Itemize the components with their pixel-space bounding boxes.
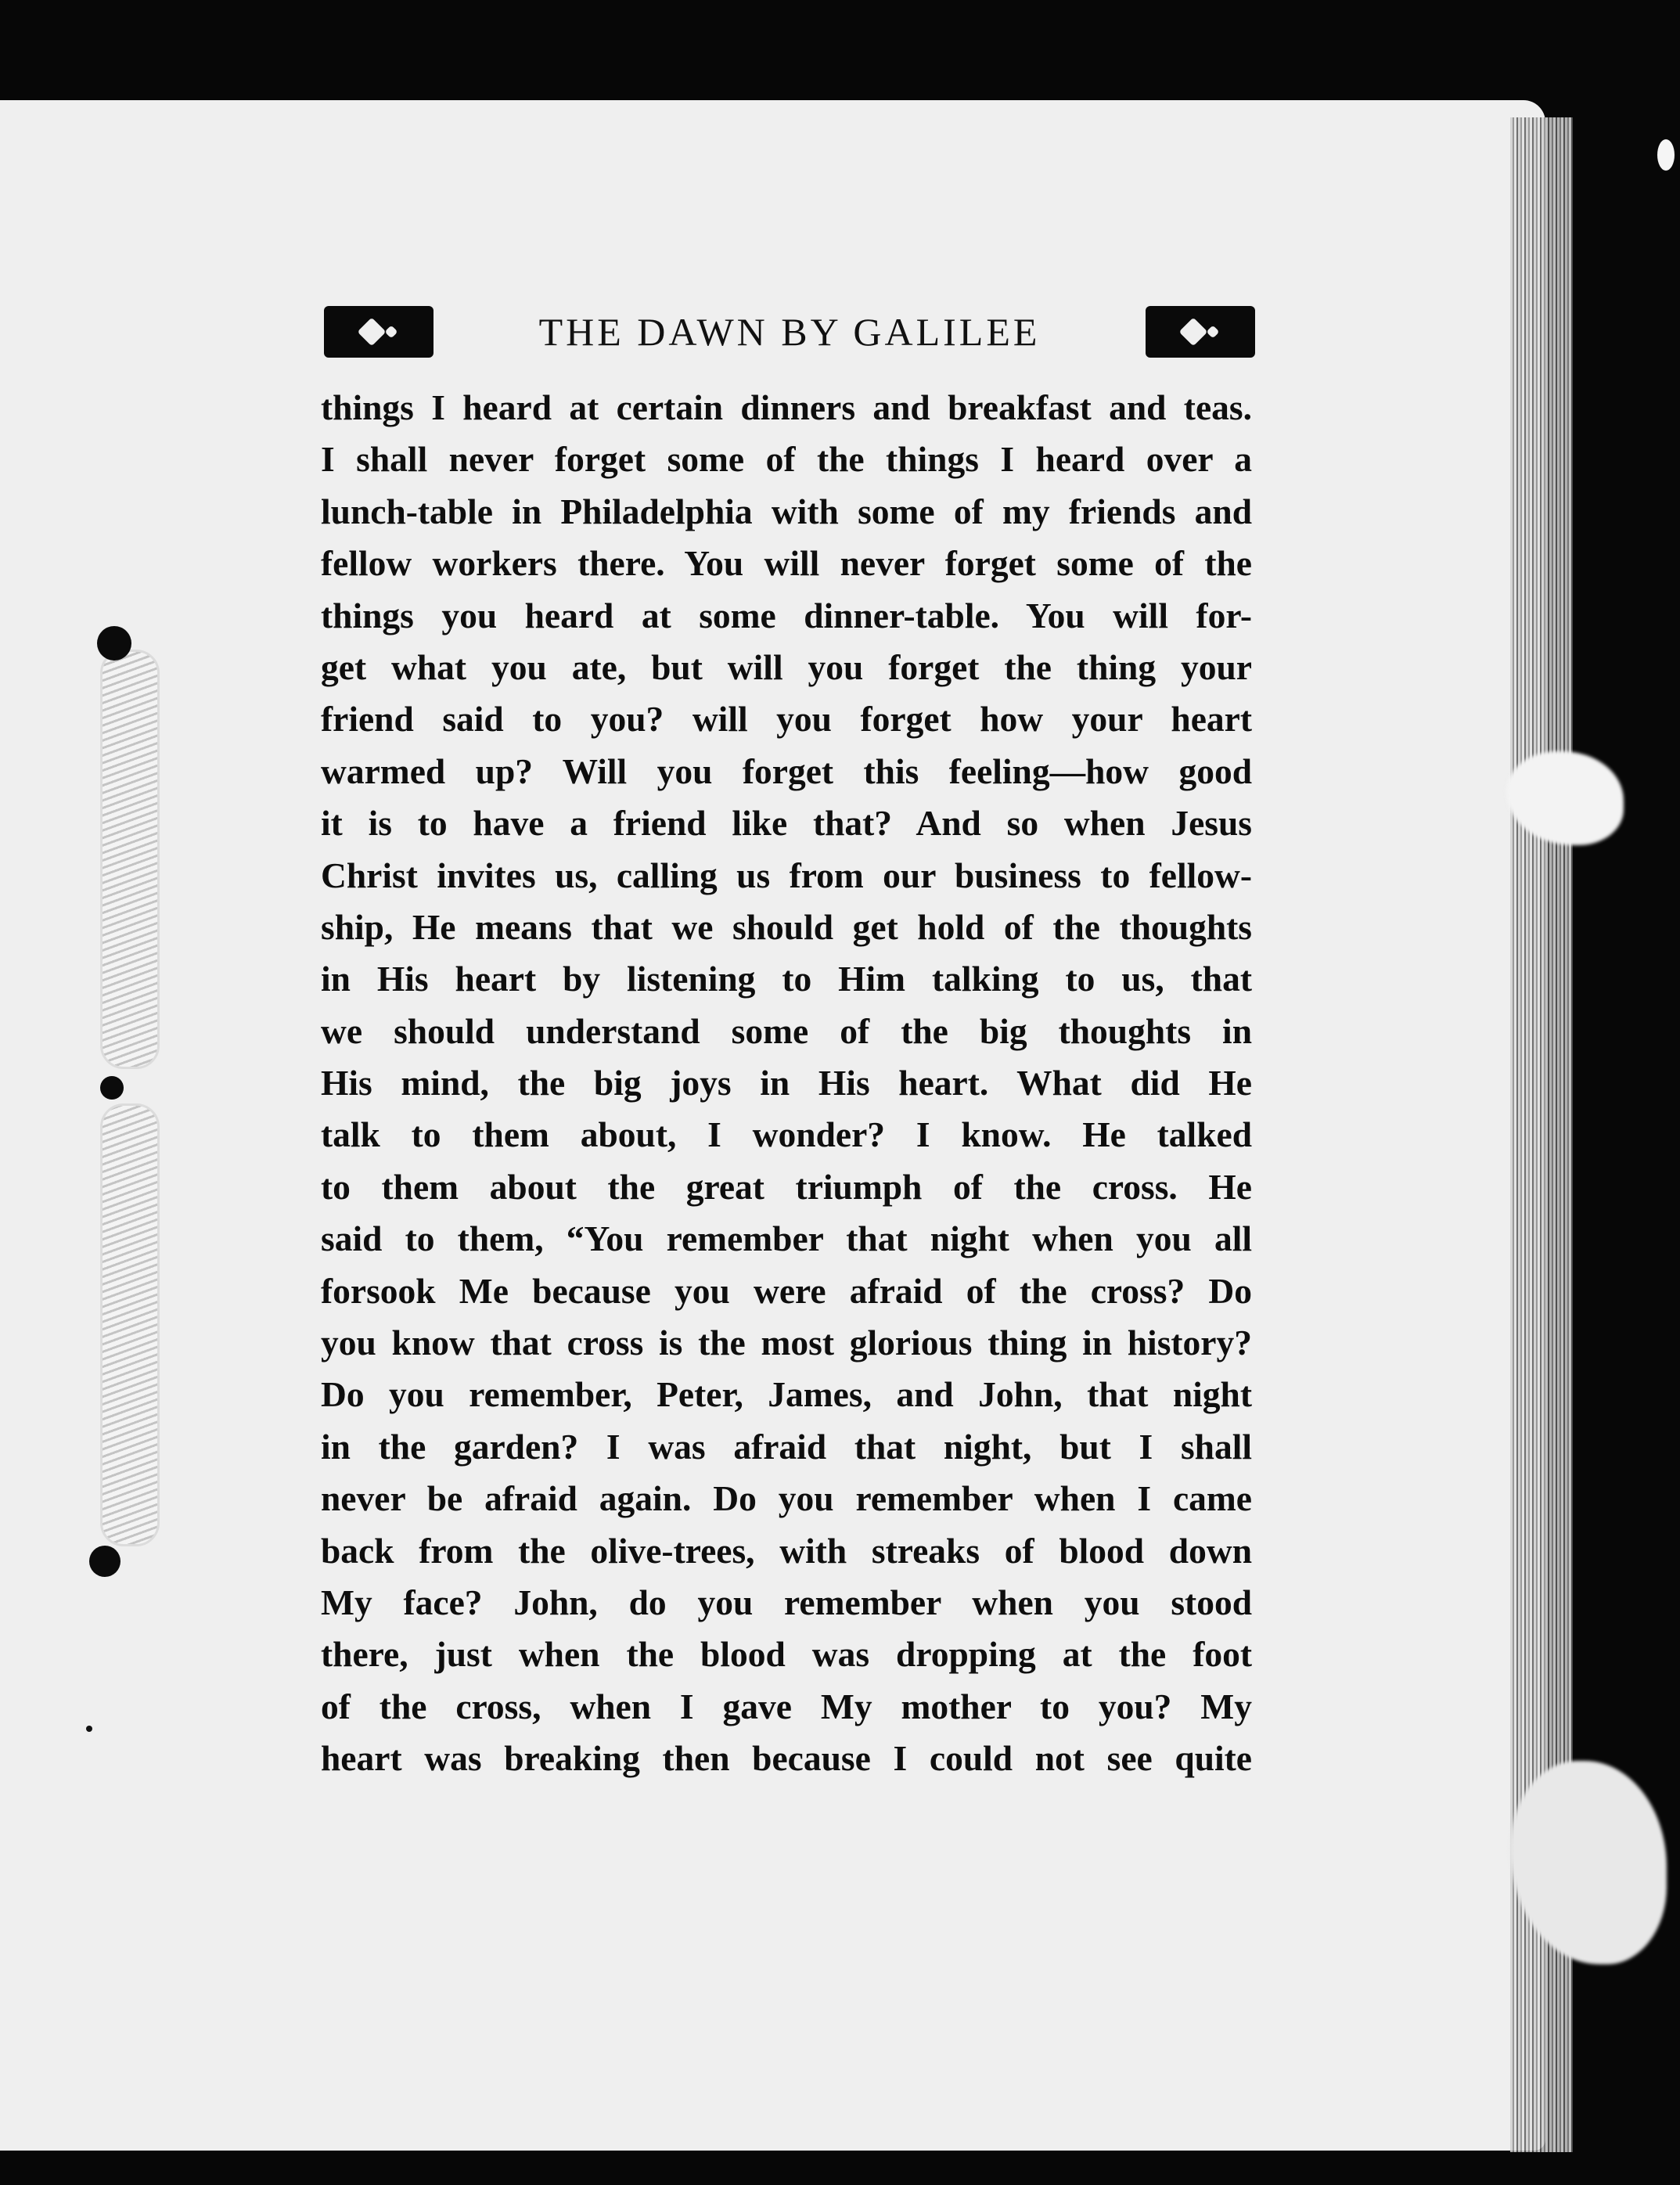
- text-line: things you heard at some dinner-table. You will for-: [321, 595, 1252, 635]
- text-line: forsook Me because you were afraid of the cross? Do: [321, 1270, 1252, 1311]
- text-line: there, just when the blood was dropping at the foot: [321, 1634, 1252, 1675]
- header-ornament-right: [1146, 306, 1255, 358]
- body-text: [321, 382, 1252, 1785]
- text-line: fellow workers there. You will never forget some of the: [321, 543, 1252, 584]
- text-line: His mind, the big joys in His heart. What did He: [321, 1063, 1252, 1103]
- text-line: back from the olive-trees, with streaks of blood down: [321, 1530, 1252, 1571]
- text-line: things I heard at certain dinners and breakfast and teas.: [321, 387, 1252, 427]
- text-line: Christ invites us, calling us from our business to fellow-: [321, 855, 1252, 895]
- text-line: My face? John, do you remember when you stood: [321, 1582, 1252, 1622]
- text-line: in the garden? I was afraid that night, but I shall: [321, 1426, 1252, 1467]
- text-line: Do you remember, Peter, James, and John, that night: [321, 1374, 1252, 1415]
- header-ornament-left: [324, 306, 433, 358]
- running-title: THE DAWN BY GALILEE: [538, 310, 1041, 354]
- scan-speck: [1657, 139, 1675, 171]
- text-line: you know that cross is the most glorious thing in history?: [321, 1323, 1252, 1363]
- binding-knot: [100, 1076, 124, 1100]
- text-line: to them about the great triumph of the cross. He: [321, 1166, 1252, 1207]
- text-line: heart was breaking then because I could not see quite: [321, 1738, 1252, 1779]
- text-line: said to them, “You remember that night when you all: [321, 1218, 1252, 1259]
- binding-knot: [97, 626, 131, 661]
- text-line: warmed up? Will you forget this feeling—how good: [321, 751, 1252, 791]
- binding-thread-upper: [100, 650, 160, 1069]
- text-line: it is to have a friend like that? And so when Jesus: [321, 803, 1252, 844]
- running-head: [324, 304, 1255, 360]
- text-line: lunch-table in Philadelphia with some of my friends and: [321, 491, 1252, 531]
- scan-speck: [86, 1726, 92, 1732]
- binding-thread-lower: [100, 1103, 160, 1546]
- binding-knot: [89, 1546, 121, 1577]
- text-line: never be afraid again. Do you remember when I came: [321, 1478, 1252, 1519]
- text-line: ship, He means that we should get hold of the thoughts: [321, 906, 1252, 947]
- text-line: of the cross, when I gave My mother to you? My: [321, 1686, 1252, 1726]
- text-line: in His heart by listening to Him talking to us, that: [321, 959, 1252, 999]
- text-line: friend said to you? will you forget how your heart: [321, 699, 1252, 740]
- text-line: get what you ate, but will you forget the thing your: [321, 646, 1252, 687]
- text-line: I shall never forget some of the things I heard over a: [321, 439, 1252, 480]
- text-line: talk to them about, I wonder? I know. He talked: [321, 1114, 1252, 1155]
- text-line: we should understand some of the big thoughts in: [321, 1010, 1252, 1051]
